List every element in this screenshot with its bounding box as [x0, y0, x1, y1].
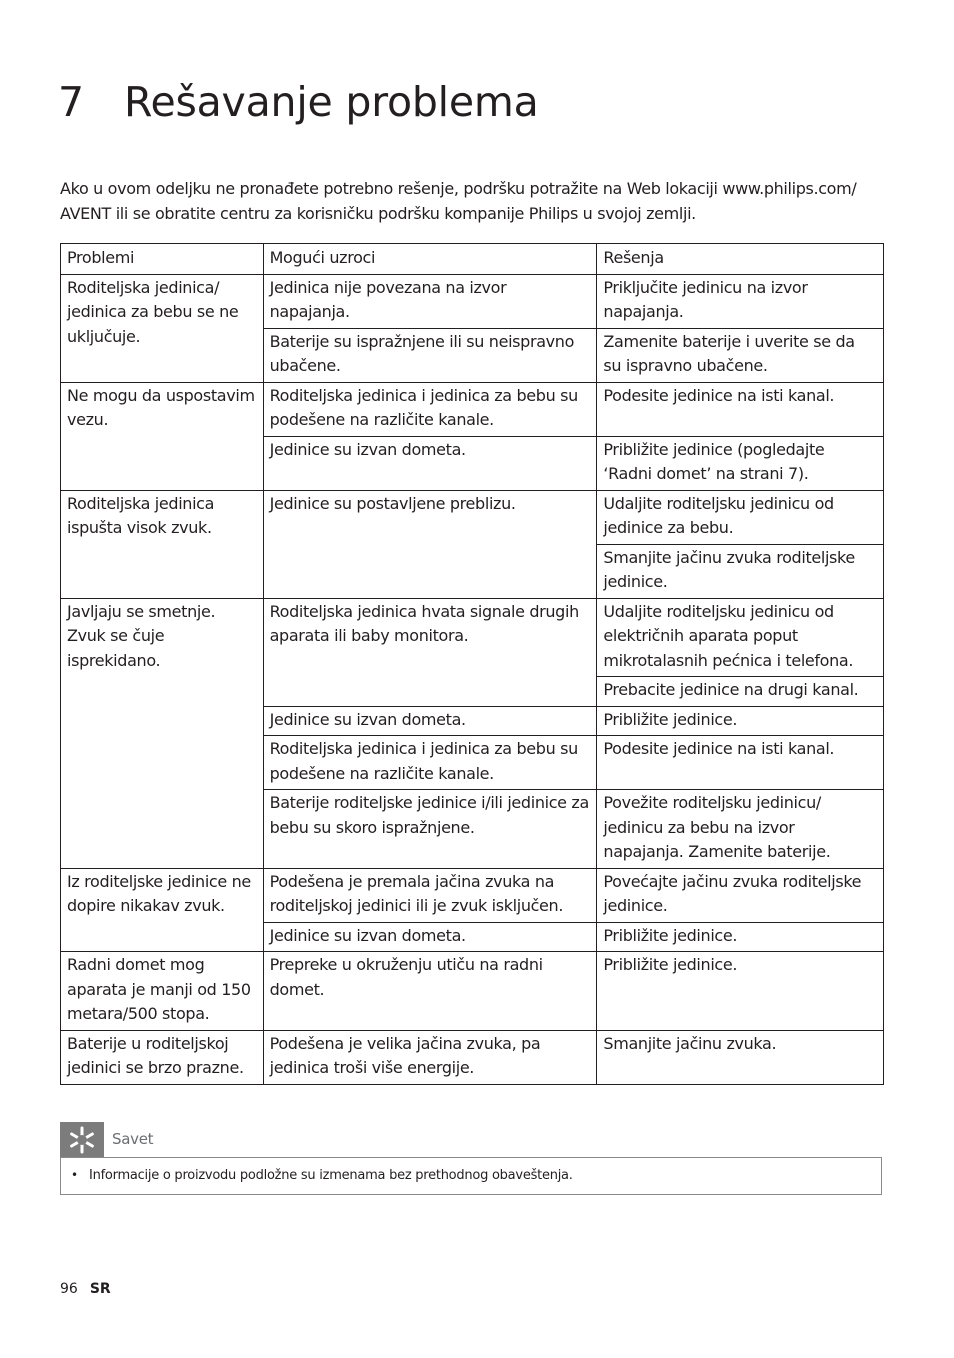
table-row [61, 952, 884, 1031]
solution-cell: Smanjite jačinu zvuka roditeljske jedinice. [597, 544, 884, 598]
solution-cell: Približite jedinice. [597, 922, 884, 952]
cause-cell: Jedinice su izvan dometa. [263, 922, 597, 952]
solution-cell: Podesite jedinice na isti kanal. [597, 736, 884, 790]
cause-cell: Podešena je velika jačina zvuka, pa jedinica troši više energije. [263, 1030, 597, 1084]
bullet: • [71, 1168, 79, 1182]
cause-cell: Jedinice su izvan dometa. [263, 706, 597, 736]
cause-cell: Podešena je premala jačina zvuka na roditeljskoj jedinici ili je zvuk isključen. [263, 868, 597, 922]
page-number: 96 [60, 1281, 78, 1297]
table-body [61, 274, 884, 1084]
tip-content [60, 1157, 882, 1195]
cause-cell: Jedinice su izvan dometa. [263, 436, 597, 490]
solution-cell: Približite jedinice (pogledajte ‘Radni domet’ na strani 7). [597, 436, 884, 490]
problem-cell: Iz roditeljske jedinice ne dopire nikakav zvuk. [61, 868, 264, 952]
tip-text: Informacije o proizvodu podložne su izmenama bez prethodnog obaveštenja. [89, 1168, 573, 1183]
solution-cell: Prebacite jedinice na drugi kanal. [597, 677, 884, 707]
header-solutions: Rešenja [597, 244, 884, 275]
table-header-row [61, 244, 884, 275]
header-causes: Mogući uzroci [263, 244, 597, 275]
solution-cell: Približite jedinice. [597, 952, 884, 1031]
cause-cell: Roditeljska jedinica i jedinica za bebu su podešene na različite kanale. [263, 382, 597, 436]
solution-cell: Podesite jedinice na isti kanal. [597, 382, 884, 436]
chapter-number: 7 [58, 78, 84, 126]
problem-cell: Roditeljska jedinica ispušta visok zvuk. [61, 490, 264, 598]
cause-cell: Roditeljska jedinica i jedinica za bebu su podešene na različite kanale. [263, 736, 597, 790]
cause-cell: Roditeljska jedinica hvata signale drugih aparata ili baby monitora. [263, 598, 597, 706]
table-row [61, 598, 884, 677]
problem-cell: Roditeljska jedinica/ jedinica za bebu se ne uključuje. [61, 274, 264, 382]
troubleshooting-table [60, 243, 884, 1085]
problem-cell: Ne mogu da uspostavim vezu. [61, 382, 264, 490]
cause-cell: Jedinica nije povezana na izvor napajanja. [263, 274, 597, 328]
solution-cell: Povećajte jačinu zvuka roditeljske jedinice. [597, 868, 884, 922]
header-problems: Problemi [61, 244, 264, 275]
table-row [61, 382, 884, 436]
solution-cell: Povežite roditeljsku jedinicu/ jedinicu za bebu na izvor napajanja. Zamenite baterije. [597, 790, 884, 869]
tip-box [60, 1122, 882, 1194]
solution-cell: Udaljite roditeljsku jedinicu od električnih aparata poput mikrotalasnih pećnica i telefona. [597, 598, 884, 677]
solution-cell: Zamenite baterije i uverite se da su ispravno ubačene. [597, 328, 884, 382]
cause-cell: Baterije su ispražnjene ili su neispravno ubačene. [263, 328, 597, 382]
asterisk-icon [60, 1122, 104, 1158]
problem-cell: Baterije u roditeljskoj jedinici se brzo prazne. [61, 1030, 264, 1084]
table-row [61, 274, 884, 328]
cause-cell: Baterije roditeljske jedinice i/ili jedinice za bebu su skoro ispražnjene. [263, 790, 597, 869]
table-row [61, 1030, 884, 1084]
page-footer [60, 1281, 111, 1297]
solution-cell: Priključite jedinicu na izvor napajanja. [597, 274, 884, 328]
problem-cell: Radni domet mog aparata je manji od 150 metara/500 stopa. [61, 952, 264, 1031]
cause-cell: Prepreke u okruženju utiču na radni domet. [263, 952, 597, 1031]
table-row [61, 490, 884, 544]
solution-cell: Smanjite jačinu zvuka. [597, 1030, 884, 1084]
cause-cell: Jedinice su postavljene preblizu. [263, 490, 597, 598]
intro-paragraph: Ako u ovom odeljku ne pronađete potrebno rešenje, podršku potražite na Web lokaciji www.philips.com/ AVENT ili se obratite centru za korisničku podršku kompanije Philips u svojoj zemlji. [60, 179, 857, 223]
solution-cell: Približite jedinice. [597, 706, 884, 736]
tip-label: Savet [112, 1130, 154, 1148]
chapter-title: Rešavanje problema [124, 78, 539, 126]
table-row [61, 868, 884, 922]
page-title [58, 78, 539, 126]
language-code: SR [89, 1281, 111, 1297]
solution-cell: Udaljite roditeljsku jedinicu od jedinice za bebu. [597, 490, 884, 544]
problem-cell: Javljaju se smetnje. Zvuk se čuje isprekidano. [61, 598, 264, 868]
